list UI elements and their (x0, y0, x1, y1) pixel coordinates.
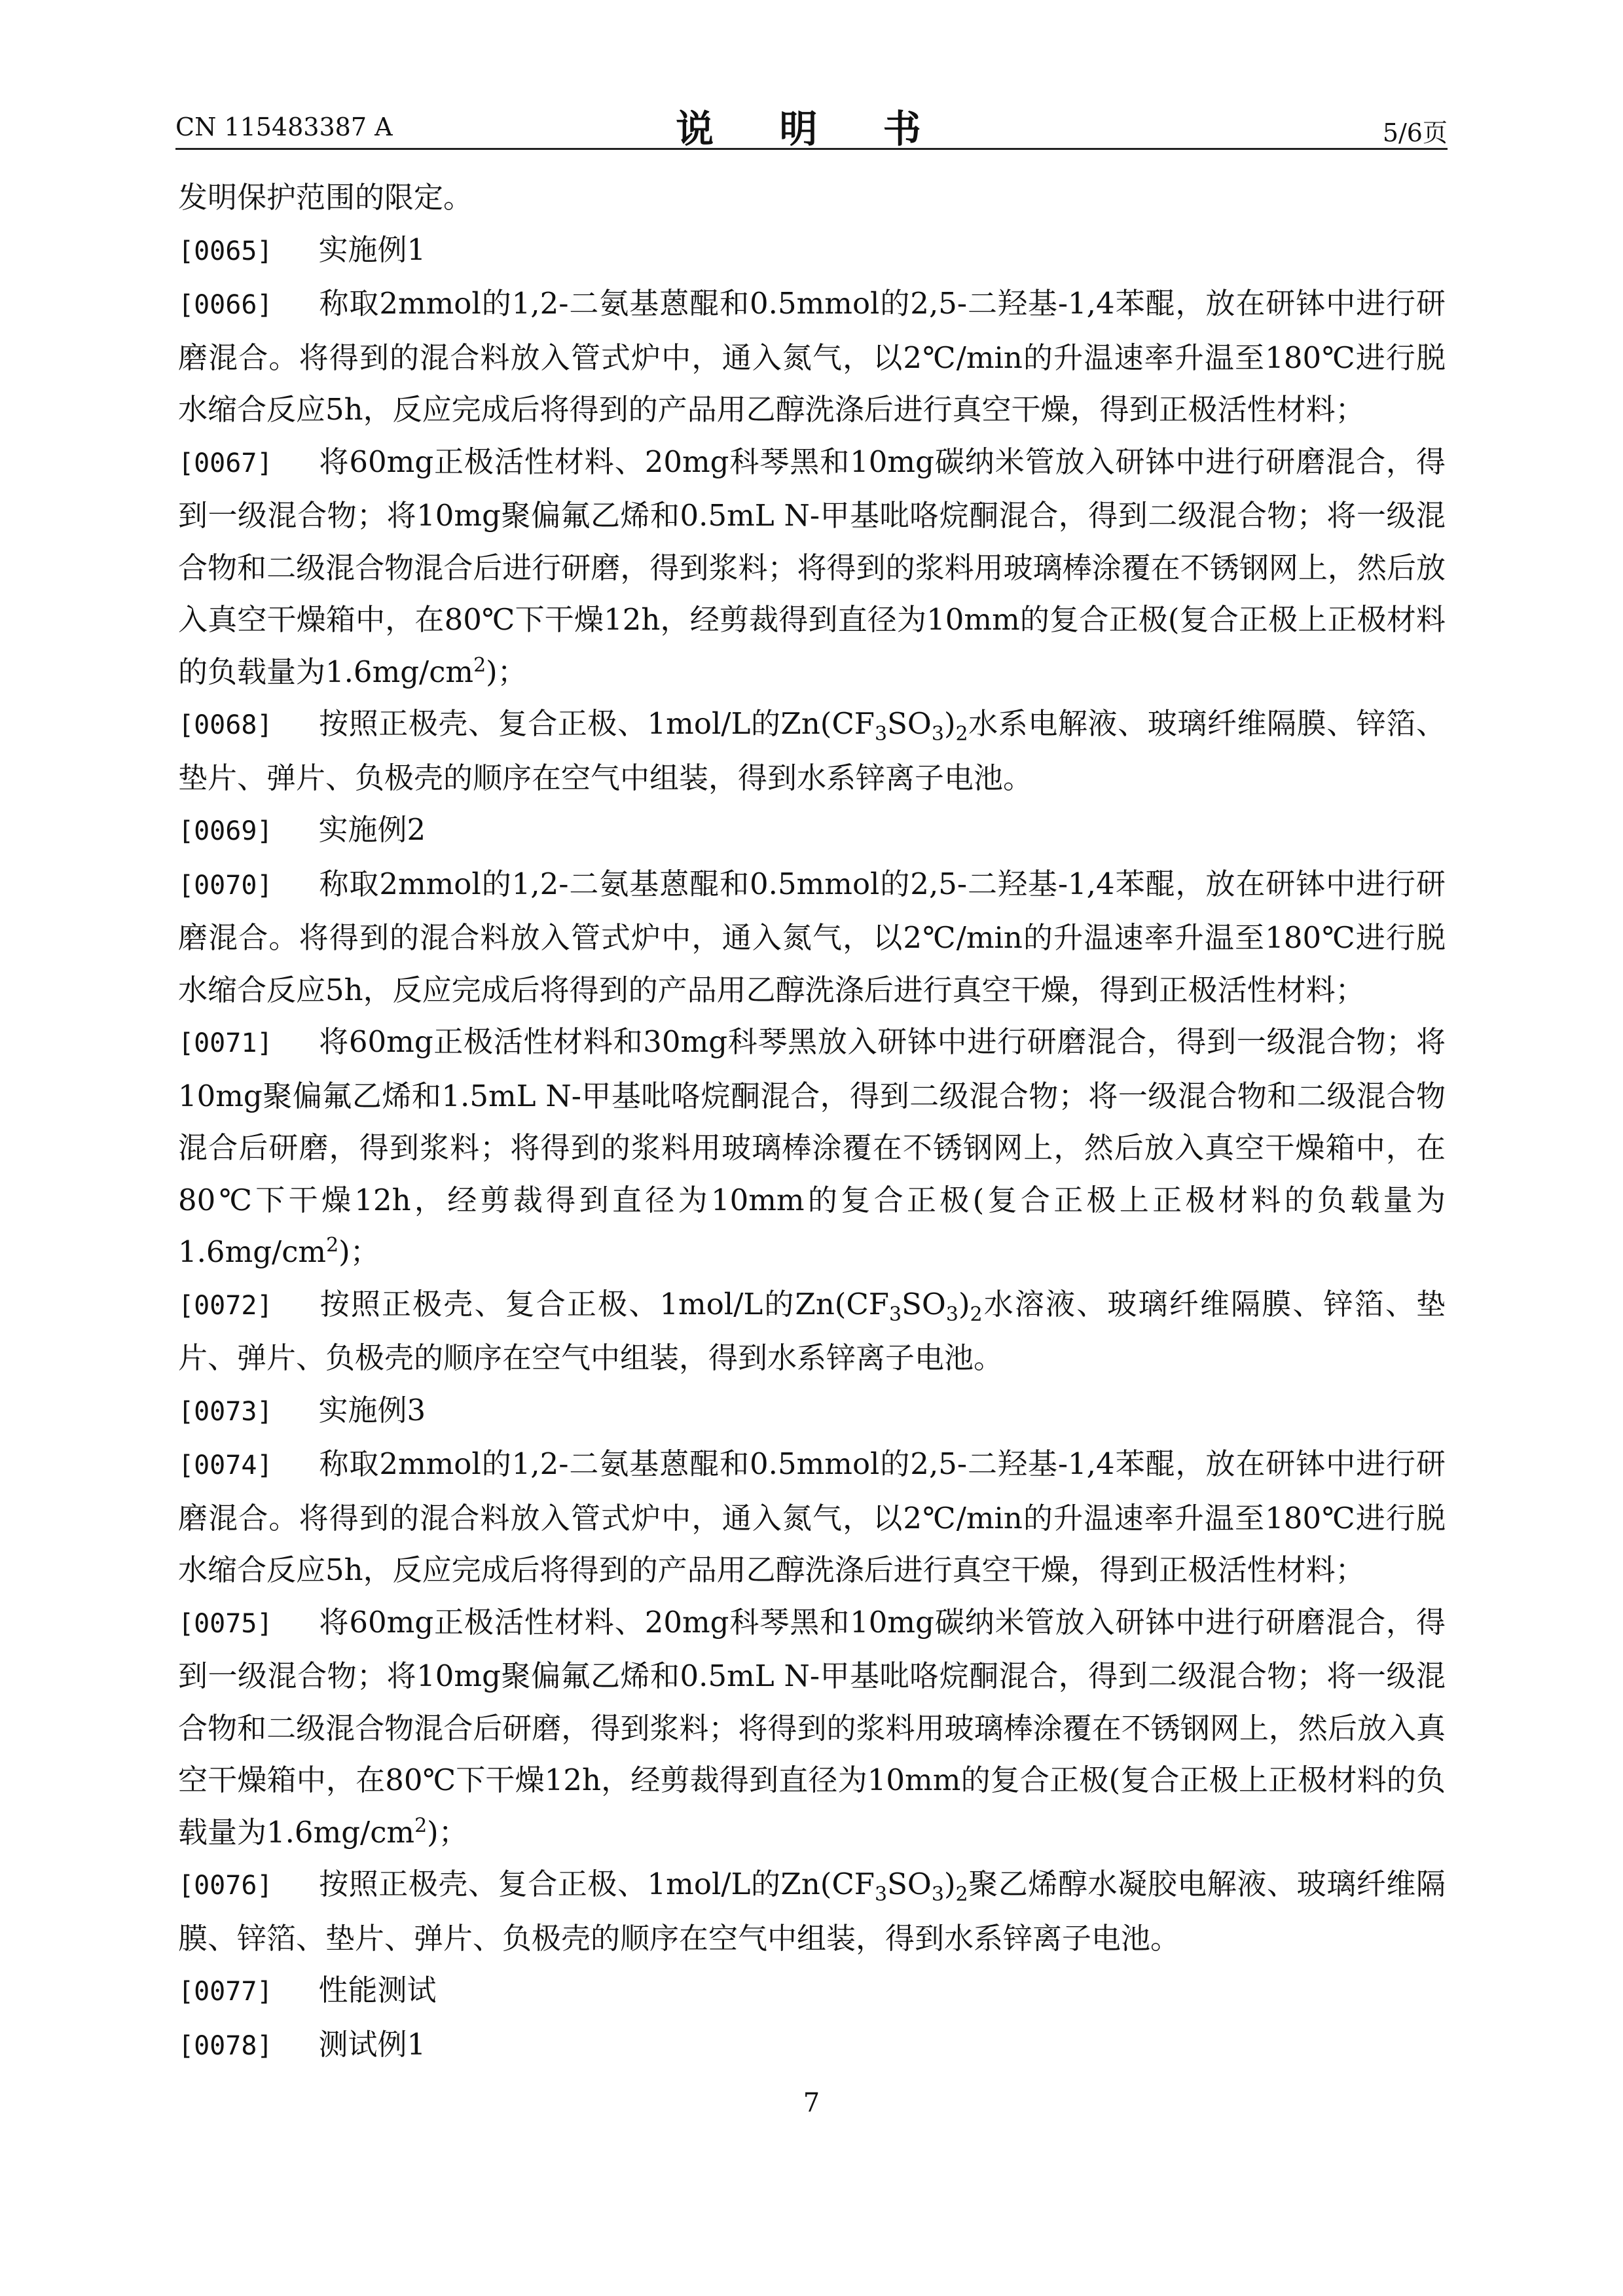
paragraph-text: 按照正极壳、复合正极、1mol/L的Zn(CF (318, 1286, 890, 1321)
paragraph-text: 实施例2 (318, 812, 426, 847)
paragraph (178, 1964, 1446, 2018)
superscript: 2 (326, 1234, 339, 1257)
header-divider (175, 148, 1448, 150)
subscript: 3 (931, 723, 944, 745)
paragraph-text: )； (427, 1814, 468, 1850)
paragraph (178, 1016, 1446, 1278)
paragraph-number: [0069] (178, 816, 273, 846)
paragraph-text: 实施例1 (318, 232, 426, 267)
paragraph (178, 171, 1446, 224)
paragraph (178, 1278, 1446, 1384)
paragraph (178, 1596, 1446, 1859)
paragraph (178, 858, 1446, 1016)
paragraph-text: SO (887, 1867, 932, 1901)
page-indicator: 5/6页 (1382, 118, 1448, 147)
paragraph-number: [0070] (178, 870, 273, 901)
subscript: 3 (875, 723, 888, 745)
paragraph-text: 按照正极壳、复合正极、1mol/L的Zn(CF (318, 706, 875, 741)
paragraph-text: 按照正极壳、复合正极、1mol/L的Zn(CF (318, 1867, 875, 1901)
document-number: CN 115483387 A (175, 113, 393, 141)
paragraph (178, 224, 1446, 278)
paragraph (178, 1438, 1446, 1596)
page-title: 说 明 书 (676, 107, 947, 151)
paragraph-text: 发明保护范围的限定。 (178, 180, 473, 215)
paragraph (178, 436, 1446, 698)
paragraph (178, 804, 1446, 858)
paragraph-text: 实施例3 (318, 1392, 426, 1427)
paragraph-number: [0073] (178, 1396, 273, 1427)
subscript: 3 (945, 1302, 958, 1326)
subscript: 2 (955, 723, 968, 745)
paragraph-text: 将60mg正极活性材料、20mg科琴黑和10mg碳纳米管放入研钵中进行研磨混合，得到一级混合物；将10mg聚偏氟乙烯和0.5mL N-甲基吡咯烷酮混合，得到二级混合物；将一级混合物和二级混合物混合后进行研磨，得到浆料；将得到的浆料用玻璃棒涂覆在不锈钢网上，然后放入真空干燥箱中，在80℃下干燥12h，经剪裁得到直径为10mm的复合正极(复合正极上正极材料的负载量为1.6mg/cm (178, 444, 1446, 689)
document-body (178, 171, 1446, 2072)
paragraph-number: [0066] (178, 290, 273, 320)
page-header (175, 98, 1448, 151)
subscript: 3 (889, 1302, 902, 1326)
paragraph-text: 称取2mmol的1,2-二氨基蒽醌和0.5mmol的2,5-二羟基-1,4苯醌，放在研钵中进行研磨混合。将得到的混合料放入管式炉中，通入氮气，以2℃/min的升温速率升温至180℃进行脱水缩合反应5h，反应完成后将得到的产品用乙醇洗涤后进行真空干燥，得到正极活性材料； (178, 866, 1446, 1007)
paragraph-number: [0076] (178, 1871, 273, 1901)
paragraph-number: [0068] (178, 710, 273, 740)
paragraph (178, 278, 1446, 436)
paragraph-text: 水溶液、玻璃纤维隔膜、锌箔、垫片、弹片、负极壳的顺序在空气中组装，得到水系锌离子电池。 (178, 1286, 1446, 1375)
paragraph-number: [0075] (178, 1608, 273, 1639)
paragraph-number: [0067] (178, 448, 273, 478)
paragraph-number: [0071] (178, 1028, 273, 1058)
paragraph-text: ) (943, 706, 956, 741)
paragraph-text: )； (486, 654, 527, 689)
subscript: 3 (875, 1883, 888, 1906)
paragraph-text: 测试例1 (318, 2026, 426, 2062)
paragraph-text: 将60mg正极活性材料、20mg科琴黑和10mg碳纳米管放入研钵中进行研磨混合，得到一级混合物；将10mg聚偏氟乙烯和0.5mL N-甲基吡咯烷酮混合，得到二级混合物；将一级混合物和二级混合物混合后研磨，得到浆料；将得到的浆料用玻璃棒涂覆在不锈钢网上，然后放入真空干燥箱中，在80℃下干燥12h，经剪裁得到直径为10mm的复合正极(复合正极上正极材料的负载量为1.6mg/cm (178, 1604, 1446, 1850)
paragraph-text: ) (943, 1867, 956, 1901)
subscript: 3 (931, 1883, 944, 1906)
paragraph-text: SO (887, 706, 932, 741)
subscript: 2 (970, 1302, 983, 1326)
paragraph (178, 2018, 1446, 2073)
paragraph-text: )； (338, 1234, 380, 1269)
paragraph-number: [0072] (178, 1290, 273, 1321)
superscript: 2 (414, 1814, 428, 1837)
paragraph-text: SO (902, 1286, 946, 1321)
paragraph-text: 称取2mmol的1,2-二氨基蒽醌和0.5mmol的2,5-二羟基-1,4苯醌，放在研钵中进行研磨混合。将得到的混合料放入管式炉中，通入氮气，以2℃/min的升温速率升温至180℃进行脱水缩合反应5h，反应完成后将得到的产品用乙醇洗涤后进行真空干燥，得到正极活性材料； (178, 286, 1446, 427)
subscript: 2 (955, 1883, 968, 1906)
paragraph-text: 将60mg正极活性材料和30mg科琴黑放入研钵中进行研磨混合，得到一级混合物；将10mg聚偏氟乙烯和1.5mL N-甲基吡咯烷酮混合，得到二级混合物；将一级混合物和二级混合物混合后研磨，得到浆料；将得到的浆料用玻璃棒涂覆在不锈钢网上，然后放入真空干燥箱中，在80℃下干燥12h，经剪裁得到直径为10mm的复合正极(复合正极上正极材料的负载量为1.6mg/cm (178, 1024, 1446, 1269)
paragraph-number: [0077] (178, 1977, 273, 2007)
paragraph-number: [0074] (178, 1450, 273, 1480)
paragraph-text: 性能测试 (318, 1973, 437, 2007)
superscript: 2 (473, 653, 486, 677)
paragraph (178, 1384, 1446, 1439)
paragraph-number: [0065] (178, 236, 273, 266)
paragraph-text: 称取2mmol的1,2-二氨基蒽醌和0.5mmol的2,5-二羟基-1,4苯醌，放在研钵中进行研磨混合。将得到的混合料放入管式炉中，通入氮气，以2℃/min的升温速率升温至180℃进行脱水缩合反应5h，反应完成后将得到的产品用乙醇洗涤后进行真空干燥，得到正极活性材料； (178, 1446, 1446, 1587)
paragraph-text: 聚乙烯醇水凝胶电解液、玻璃纤维隔膜、锌箔、垫片、弹片、负极壳的顺序在空气中组装，得到水系锌离子电池。 (178, 1867, 1446, 1956)
paragraph-text: ) (958, 1286, 970, 1321)
paragraph (178, 698, 1446, 804)
paragraph-text: 水系电解液、玻璃纤维隔膜、锌箔、垫片、弹片、负极壳的顺序在空气中组装，得到水系锌离子电池。 (178, 706, 1446, 795)
page-number: 7 (803, 2088, 820, 2118)
paragraph-number: [0078] (178, 2030, 273, 2061)
paragraph (178, 1858, 1446, 1964)
